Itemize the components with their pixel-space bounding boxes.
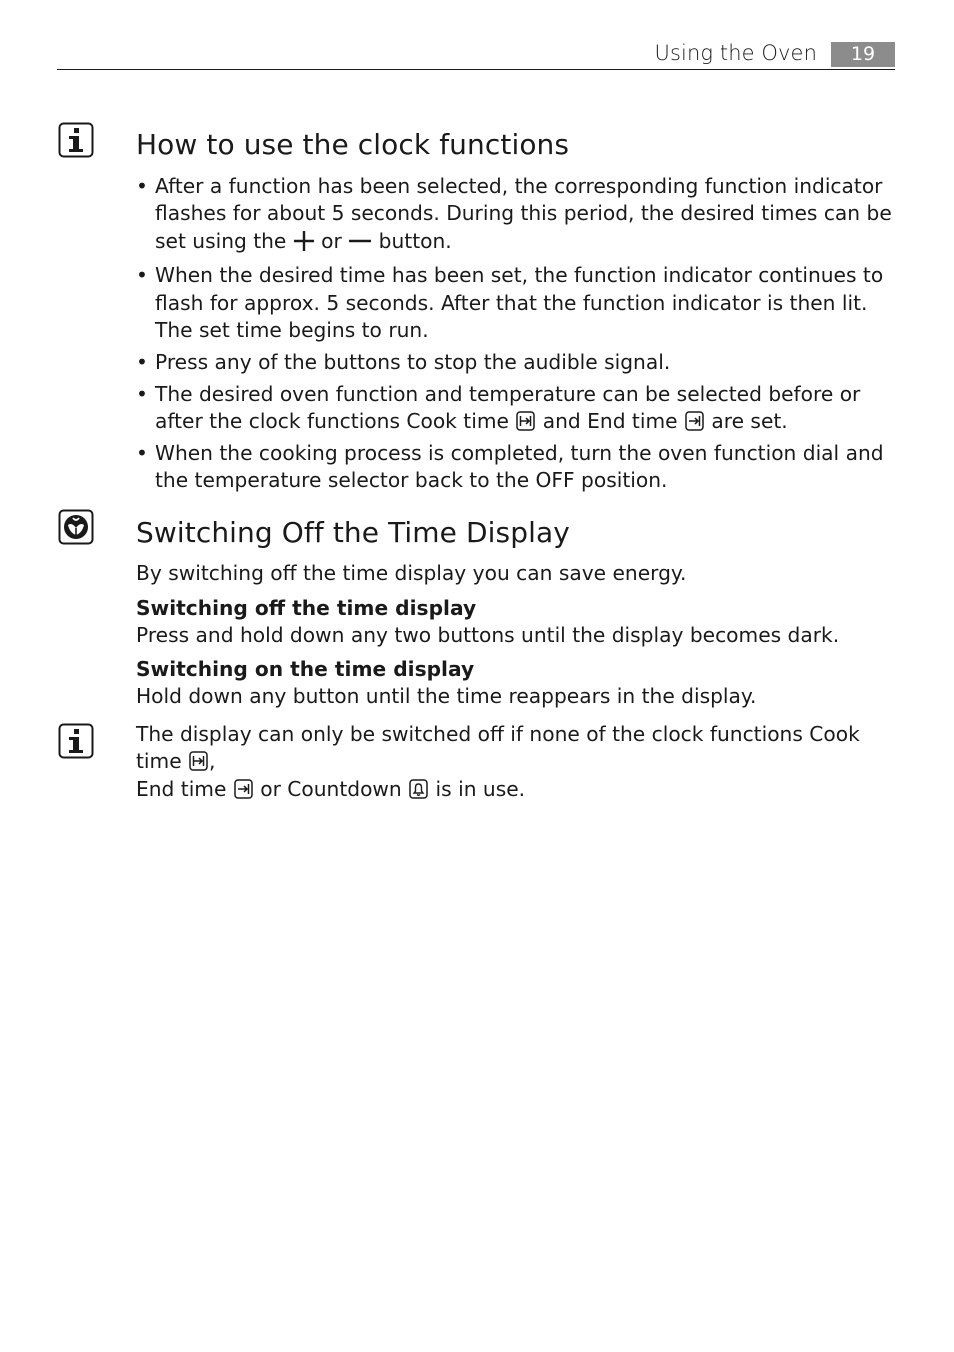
list-item: • Press any of the buttons to stop the audible signal. <box>136 349 901 376</box>
end-time-icon <box>234 779 253 799</box>
list-item: • When the cooking process is completed, turn the oven function dial and the temperature selector back to the OFF position. <box>136 440 901 495</box>
switch-on-heading: Switching on the time display <box>136 657 475 681</box>
page-header <box>57 38 895 70</box>
section-title: Using the Oven <box>654 41 817 65</box>
cook-time-icon <box>516 411 535 431</box>
clock-functions-heading: How to use the clock functions <box>136 128 570 161</box>
switch-on-section <box>136 656 896 710</box>
info-icon <box>58 122 94 158</box>
page-number: 19 <box>831 42 895 67</box>
time-display-intro: By switching off the time display you can save energy. <box>136 561 687 585</box>
switch-on-text: Hold down any button until the time reappears in the display. <box>136 684 757 708</box>
display-note: The display can only be switched off if none of the clock functions Cook time , End time or Countdown is in use. <box>136 722 860 801</box>
cook-time-icon <box>189 751 208 771</box>
plus-icon <box>293 231 315 258</box>
time-display-heading: Switching Off the Time Display <box>136 516 570 549</box>
switch-off-section <box>136 595 896 649</box>
bell-icon <box>409 779 428 799</box>
switch-off-text: Press and hold down any two buttons until the display becomes dark. <box>136 623 840 647</box>
minus-icon <box>348 231 372 258</box>
switch-off-heading: Switching off the time display <box>136 596 477 620</box>
clock-functions-list <box>136 173 901 499</box>
environment-icon <box>58 509 94 545</box>
list-item: • After a function has been selected, the corresponding function indicator flashes for about 5 seconds. During this period, the desired times can be set using the or button. <box>136 173 901 258</box>
list-item: • The desired oven function and temperature can be selected before or after the clock functions Cook time and End time are set. <box>136 381 901 436</box>
list-item: • When the desired time has been set, the function indicator continues to flash for approx. 5 seconds. After that the function indicator is then lit. The set time begins to run. <box>136 262 901 344</box>
end-time-icon <box>685 411 704 431</box>
info-icon <box>58 723 94 759</box>
